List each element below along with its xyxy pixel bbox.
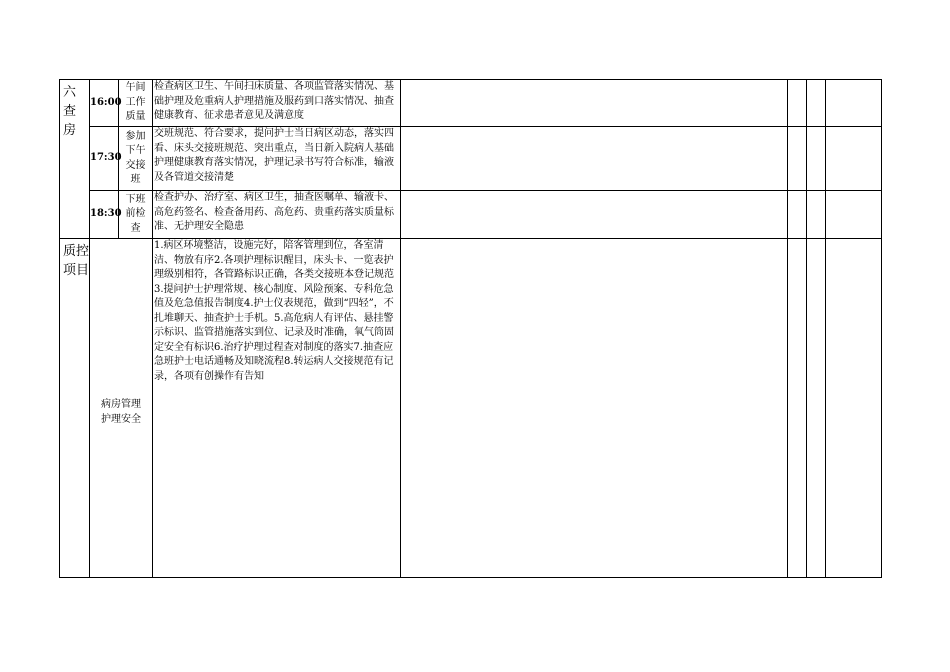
- content-cell: 交班规范、符合要求，提问护士当日病区动态，落实四看、床头交接班规范、突出重点，当日新入院病人基础护理健康教育落实情况，护理记录书写符合标准，输液及各管道交接清楚: [153, 127, 401, 191]
- check-cell: [788, 191, 807, 239]
- remark-cell: [826, 239, 882, 578]
- content-cell: 1.病区环境整洁，设施完好，陪客管理到位，各室清洁、物放有序2.各项护理标识醒目，床头卡、一览表护理级别相符，各管路标识正确，各类交接班本登记规范3.提问护士护理常规、核心制度、风险预案、专科危急值及危急值报告制度4.护士仪表规范，做到“四轻”，不扎堆聊天、抽查护士手机。5.高危病人有评估、悬挂警示标识、监管措施落实到位、记录及时准确，氧气筒固定安全有标识6.治疗护理过程查对制度的落实7.抽查应急班护士电话通畅及知晓流程8.转运病人交接规范有记录，各项有创操作有告知: [153, 239, 401, 578]
- check-cell: [807, 127, 826, 191]
- section-label-rounds: 六 查 房: [60, 80, 90, 239]
- item-cell: 参加 下午 交接 班: [119, 127, 153, 191]
- content-cell: 检查病区卫生、午间扫床质量、各项监管落实情况、基础护理及危重病人护理措施及服药到口落实情况、抽查健康教育、征求患者意见及满意度: [153, 80, 401, 127]
- section-label-quality: 质控 项目: [60, 239, 90, 578]
- check-cell: [807, 80, 826, 127]
- time-cell: 16:00: [90, 80, 119, 127]
- score-cell: [401, 127, 788, 191]
- time-cell: 17:30: [90, 127, 119, 191]
- check-cell: [788, 127, 807, 191]
- table-row: [60, 127, 882, 191]
- check-cell: [788, 80, 807, 127]
- remark-cell: [826, 191, 882, 239]
- check-cell: [807, 191, 826, 239]
- remark-cell: [826, 127, 882, 191]
- score-cell: [401, 191, 788, 239]
- check-cell: [807, 239, 826, 578]
- time-cell: 18:30: [90, 191, 119, 239]
- check-cell: [788, 239, 807, 578]
- score-cell: [401, 80, 788, 127]
- item-cell: 病房管理 护理安全: [90, 239, 153, 578]
- table-row: [60, 80, 882, 127]
- item-cell: 午间 工作 质量: [119, 80, 153, 127]
- table-row: [60, 239, 882, 578]
- content-cell: 检查护办、治疗室、病区卫生，抽查医嘱单、输液卡、高危药签名、检查备用药、高危药、贵重药落实质量标准、无护理安全隐患: [153, 191, 401, 239]
- table-row: [60, 191, 882, 239]
- score-cell: [401, 239, 788, 578]
- inspection-table: [59, 79, 882, 578]
- item-cell: 下班 前检 查: [119, 191, 153, 239]
- remark-cell: [826, 80, 882, 127]
